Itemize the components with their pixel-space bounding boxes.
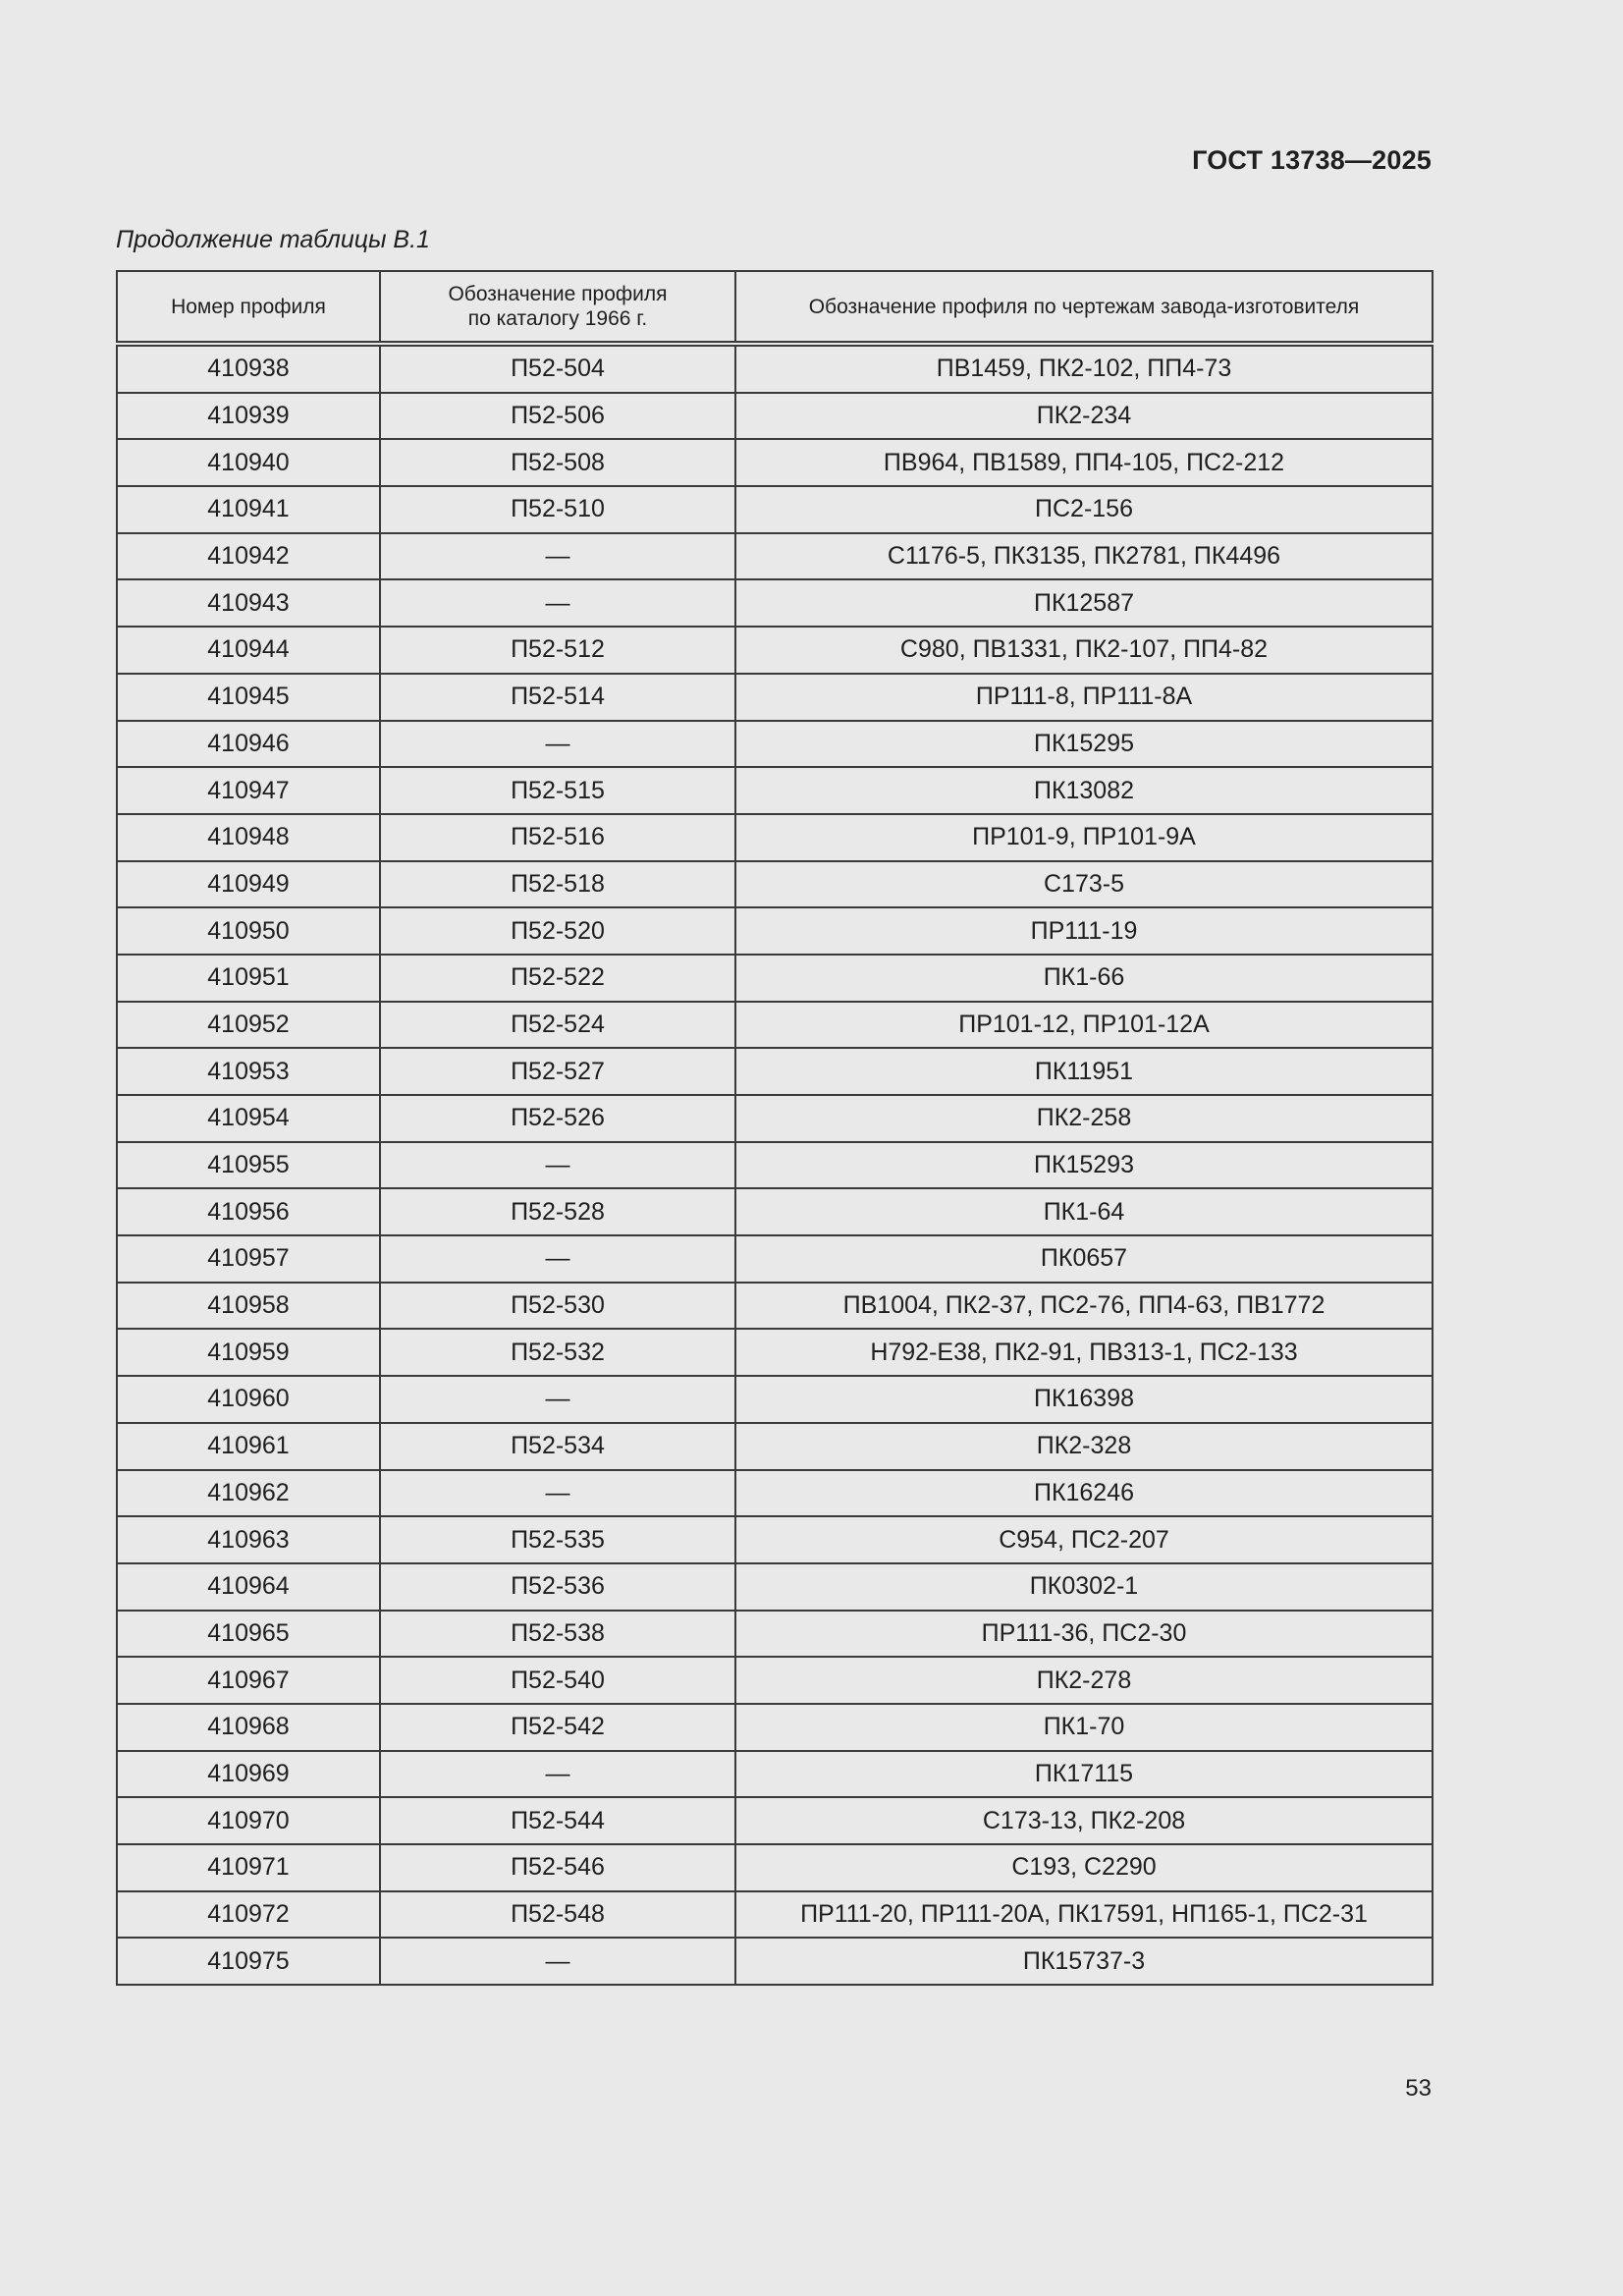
table-row — [117, 1470, 1433, 1517]
cell-profile-number: 410954 — [117, 1095, 380, 1142]
table-caption: Продолжение таблицы В.1 — [116, 226, 430, 253]
table-row — [117, 721, 1433, 768]
cell-catalog-1966: — — [380, 533, 735, 580]
cell-catalog-1966: П52-542 — [380, 1704, 735, 1751]
cell-manufacturer-designation: Н792-Е38, ПК2-91, ПВ313-1, ПС2-133 — [735, 1329, 1433, 1376]
table-row — [117, 1891, 1433, 1939]
table-row — [117, 1423, 1433, 1470]
cell-profile-number: 410965 — [117, 1611, 380, 1658]
cell-profile-number: 410942 — [117, 533, 380, 580]
cell-catalog-1966: П52-534 — [380, 1423, 735, 1470]
table-row — [117, 1329, 1433, 1376]
cell-catalog-1966: — — [380, 579, 735, 627]
cell-profile-number: 410963 — [117, 1516, 380, 1563]
cell-manufacturer-designation: ПК0657 — [735, 1235, 1433, 1283]
cell-manufacturer-designation: ПК2-328 — [735, 1423, 1433, 1470]
cell-profile-number: 410941 — [117, 486, 380, 533]
cell-manufacturer-designation: ПК12587 — [735, 579, 1433, 627]
cell-catalog-1966: П52-538 — [380, 1611, 735, 1658]
cell-manufacturer-designation: ПК2-234 — [735, 393, 1433, 440]
cell-manufacturer-designation: ПК1-66 — [735, 955, 1433, 1002]
table-row — [117, 1095, 1433, 1142]
table-row — [117, 1797, 1433, 1844]
cell-manufacturer-designation: ПК17115 — [735, 1751, 1433, 1798]
cell-profile-number: 410943 — [117, 579, 380, 627]
cell-manufacturer-designation: ПВ964, ПВ1589, ПП4-105, ПС2-212 — [735, 439, 1433, 486]
cell-profile-number: 410955 — [117, 1142, 380, 1189]
cell-catalog-1966: П52-516 — [380, 814, 735, 861]
cell-manufacturer-designation: ПР111-19 — [735, 907, 1433, 955]
cell-manufacturer-designation: С193, С2290 — [735, 1844, 1433, 1891]
cell-profile-number: 410939 — [117, 393, 380, 440]
cell-profile-number: 410975 — [117, 1938, 380, 1985]
cell-profile-number: 410971 — [117, 1844, 380, 1891]
table-row — [117, 1376, 1433, 1423]
table-row — [117, 439, 1433, 486]
cell-manufacturer-designation: ПК2-278 — [735, 1657, 1433, 1704]
column-header-catalog-1966: Обозначение профиля по каталогу 1966 г. — [380, 271, 735, 344]
table-row — [117, 674, 1433, 721]
cell-catalog-1966: — — [380, 1938, 735, 1985]
cell-profile-number: 410950 — [117, 907, 380, 955]
cell-catalog-1966: П52-504 — [380, 344, 735, 393]
page-number: 53 — [1405, 2075, 1432, 2102]
cell-profile-number: 410946 — [117, 721, 380, 768]
cell-catalog-1966: П52-514 — [380, 674, 735, 721]
cell-manufacturer-designation: С1176-5, ПК3135, ПК2781, ПК4496 — [735, 533, 1433, 580]
cell-profile-number: 410962 — [117, 1470, 380, 1517]
cell-manufacturer-designation: ПР101-12, ПР101-12А — [735, 1002, 1433, 1049]
cell-profile-number: 410938 — [117, 344, 380, 393]
cell-manufacturer-designation: ПК13082 — [735, 767, 1433, 814]
cell-profile-number: 410970 — [117, 1797, 380, 1844]
cell-profile-number: 410972 — [117, 1891, 380, 1939]
document-code: ГОСТ 13738—2025 — [1192, 145, 1432, 175]
cell-catalog-1966: П52-532 — [380, 1329, 735, 1376]
cell-catalog-1966: — — [380, 1235, 735, 1283]
table-row — [117, 1704, 1433, 1751]
cell-profile-number: 410959 — [117, 1329, 380, 1376]
table-row — [117, 579, 1433, 627]
cell-catalog-1966: П52-508 — [380, 439, 735, 486]
cell-catalog-1966: П52-528 — [380, 1188, 735, 1235]
cell-manufacturer-designation: ПК0302-1 — [735, 1563, 1433, 1611]
cell-catalog-1966: П52-535 — [380, 1516, 735, 1563]
cell-catalog-1966: — — [380, 1142, 735, 1189]
cell-manufacturer-designation: С954, ПС2-207 — [735, 1516, 1433, 1563]
table-row — [117, 1002, 1433, 1049]
cell-catalog-1966: П52-506 — [380, 393, 735, 440]
table-row — [117, 393, 1433, 440]
cell-manufacturer-designation: ПК15737-3 — [735, 1938, 1433, 1985]
cell-profile-number: 410945 — [117, 674, 380, 721]
cell-profile-number: 410960 — [117, 1376, 380, 1423]
table-row — [117, 344, 1433, 393]
table-row — [117, 1188, 1433, 1235]
cell-profile-number: 410958 — [117, 1283, 380, 1330]
table-row — [117, 861, 1433, 908]
cell-catalog-1966: П52-510 — [380, 486, 735, 533]
cell-manufacturer-designation: С980, ПВ1331, ПК2-107, ПП4-82 — [735, 627, 1433, 674]
table-row — [117, 1844, 1433, 1891]
cell-profile-number: 410953 — [117, 1048, 380, 1095]
cell-profile-number: 410948 — [117, 814, 380, 861]
cell-catalog-1966: П52-512 — [380, 627, 735, 674]
cell-profile-number: 410952 — [117, 1002, 380, 1049]
table-row — [117, 1516, 1433, 1563]
column-header-manufacturer-designation: Обозначение профиля по чертежам завода-изготовителя — [735, 271, 1433, 344]
cell-manufacturer-designation: ПК2-258 — [735, 1095, 1433, 1142]
cell-profile-number: 410967 — [117, 1657, 380, 1704]
table-body — [117, 344, 1433, 1985]
cell-catalog-1966: — — [380, 1751, 735, 1798]
table-row — [117, 1563, 1433, 1611]
table-row — [117, 955, 1433, 1002]
cell-manufacturer-designation: ПК1-70 — [735, 1704, 1433, 1751]
cell-profile-number: 410969 — [117, 1751, 380, 1798]
table-row — [117, 907, 1433, 955]
table-row — [117, 533, 1433, 580]
cell-manufacturer-designation: ПВ1459, ПК2-102, ПП4-73 — [735, 344, 1433, 393]
cell-profile-number: 410940 — [117, 439, 380, 486]
cell-manufacturer-designation: ПР101-9, ПР101-9А — [735, 814, 1433, 861]
cell-profile-number: 410951 — [117, 955, 380, 1002]
cell-profile-number: 410944 — [117, 627, 380, 674]
table-row — [117, 1657, 1433, 1704]
cell-profile-number: 410968 — [117, 1704, 380, 1751]
cell-catalog-1966: П52-548 — [380, 1891, 735, 1939]
table-header — [117, 271, 1433, 344]
cell-catalog-1966: П52-540 — [380, 1657, 735, 1704]
cell-catalog-1966: П52-520 — [380, 907, 735, 955]
cell-catalog-1966: П52-544 — [380, 1797, 735, 1844]
profiles-table — [116, 270, 1434, 1986]
cell-profile-number: 410961 — [117, 1423, 380, 1470]
table-row — [117, 1048, 1433, 1095]
cell-catalog-1966: П52-515 — [380, 767, 735, 814]
cell-catalog-1966: П52-527 — [380, 1048, 735, 1095]
table-row — [117, 814, 1433, 861]
cell-profile-number: 410956 — [117, 1188, 380, 1235]
cell-manufacturer-designation: С173-13, ПК2-208 — [735, 1797, 1433, 1844]
table-row — [117, 1235, 1433, 1283]
cell-manufacturer-designation: ПК15293 — [735, 1142, 1433, 1189]
cell-catalog-1966: — — [380, 1376, 735, 1423]
cell-catalog-1966: П52-530 — [380, 1283, 735, 1330]
cell-catalog-1966: — — [380, 1470, 735, 1517]
cell-profile-number: 410957 — [117, 1235, 380, 1283]
cell-manufacturer-designation: С173-5 — [735, 861, 1433, 908]
table-row — [117, 767, 1433, 814]
cell-manufacturer-designation: ПР111-8, ПР111-8А — [735, 674, 1433, 721]
table-row — [117, 1142, 1433, 1189]
cell-profile-number: 410947 — [117, 767, 380, 814]
table-row — [117, 486, 1433, 533]
cell-manufacturer-designation: ПВ1004, ПК2-37, ПС2-76, ПП4-63, ПВ1772 — [735, 1283, 1433, 1330]
cell-manufacturer-designation: ПС2-156 — [735, 486, 1433, 533]
table-row — [117, 1611, 1433, 1658]
cell-catalog-1966: П52-518 — [380, 861, 735, 908]
cell-profile-number: 410964 — [117, 1563, 380, 1611]
cell-catalog-1966: П52-546 — [380, 1844, 735, 1891]
cell-manufacturer-designation: ПР111-36, ПС2-30 — [735, 1611, 1433, 1658]
cell-catalog-1966: — — [380, 721, 735, 768]
cell-manufacturer-designation: ПР111-20, ПР111-20А, ПК17591, НП165-1, ПС2-31 — [735, 1891, 1433, 1939]
cell-manufacturer-designation: ПК16246 — [735, 1470, 1433, 1517]
table-row — [117, 1283, 1433, 1330]
table-row — [117, 627, 1433, 674]
header-row — [117, 271, 1433, 344]
cell-manufacturer-designation: ПК15295 — [735, 721, 1433, 768]
cell-catalog-1966: П52-524 — [380, 1002, 735, 1049]
table-row — [117, 1938, 1433, 1985]
cell-catalog-1966: П52-536 — [380, 1563, 735, 1611]
cell-profile-number: 410949 — [117, 861, 380, 908]
column-header-profile-number: Номер профиля — [117, 271, 380, 344]
cell-catalog-1966: П52-526 — [380, 1095, 735, 1142]
cell-manufacturer-designation: ПК1-64 — [735, 1188, 1433, 1235]
cell-catalog-1966: П52-522 — [380, 955, 735, 1002]
table-row — [117, 1751, 1433, 1798]
cell-manufacturer-designation: ПК11951 — [735, 1048, 1433, 1095]
cell-manufacturer-designation: ПК16398 — [735, 1376, 1433, 1423]
